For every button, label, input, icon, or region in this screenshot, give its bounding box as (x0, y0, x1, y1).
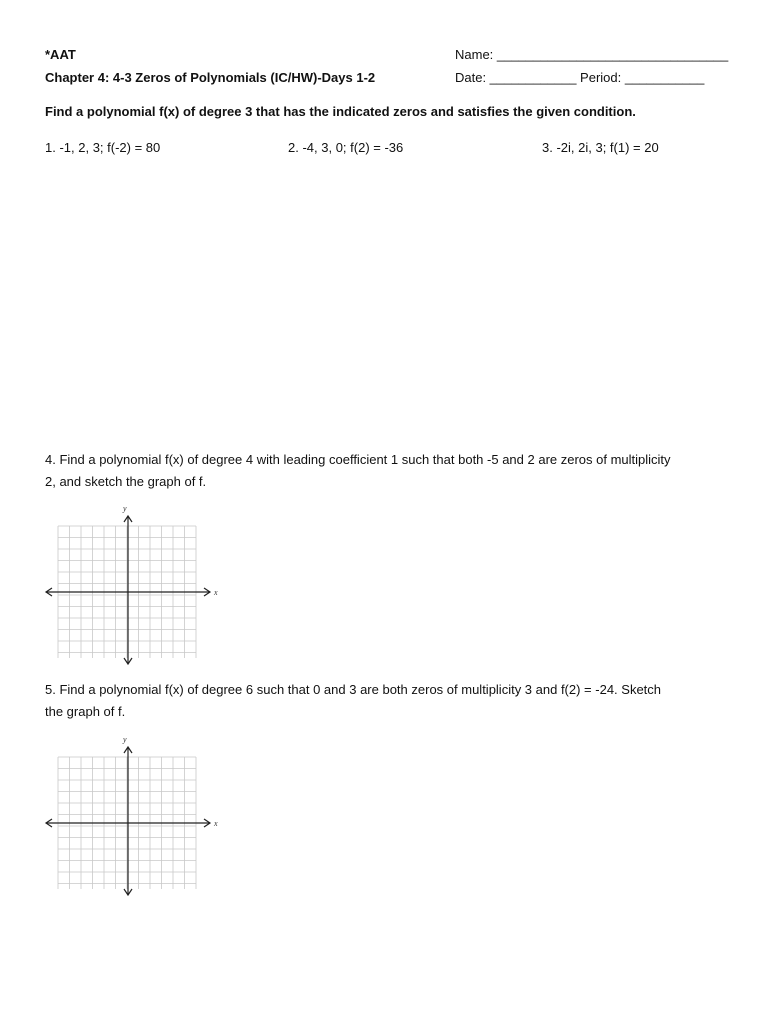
course-title: *AAT (45, 47, 76, 62)
y-axis-label: y (123, 504, 127, 513)
coordinate-grid-problem-4 (40, 500, 225, 670)
problem-3: 3. -2i, 2i, 3; f(1) = 20 (542, 140, 659, 155)
problem-2: 2. -4, 3, 0; f(2) = -36 (288, 140, 404, 155)
coordinate-grid-problem-5 (40, 731, 225, 901)
problem-4-line-2: 2, and sketch the graph of f. (45, 474, 207, 489)
x-axis-label: x (214, 588, 218, 597)
axes (46, 747, 210, 895)
problem-5-line-2: the graph of f. (45, 704, 126, 719)
problem-5-line-1: 5. Find a polynomial f(x) of degree 6 such that 0 and 3 are both zeros of multiplicity 3 and f(2) = -24. Sketch (45, 682, 662, 697)
problem-4-line-1: 4. Find a polynomial f(x) of degree 4 with leading coefficient 1 such that both -5 and 2 are zeros of multiplicity (45, 452, 671, 467)
y-axis-label: y (123, 735, 127, 744)
problem-1: 1. -1, 2, 3; f(-2) = 80 (45, 140, 161, 155)
axes (46, 516, 210, 664)
instructions: Find a polynomial f(x) of degree 3 that has the indicated zeros and satisfies the given condition. (45, 104, 636, 119)
chapter-title: Chapter 4: 4-3 Zeros of Polynomials (IC/HW)-Days 1-2 (45, 70, 376, 85)
name-field-label: Name: ________________________________ (455, 47, 729, 62)
x-axis-label: x (214, 819, 218, 828)
date-period-field-label: Date: ____________ Period: ___________ (455, 70, 705, 85)
